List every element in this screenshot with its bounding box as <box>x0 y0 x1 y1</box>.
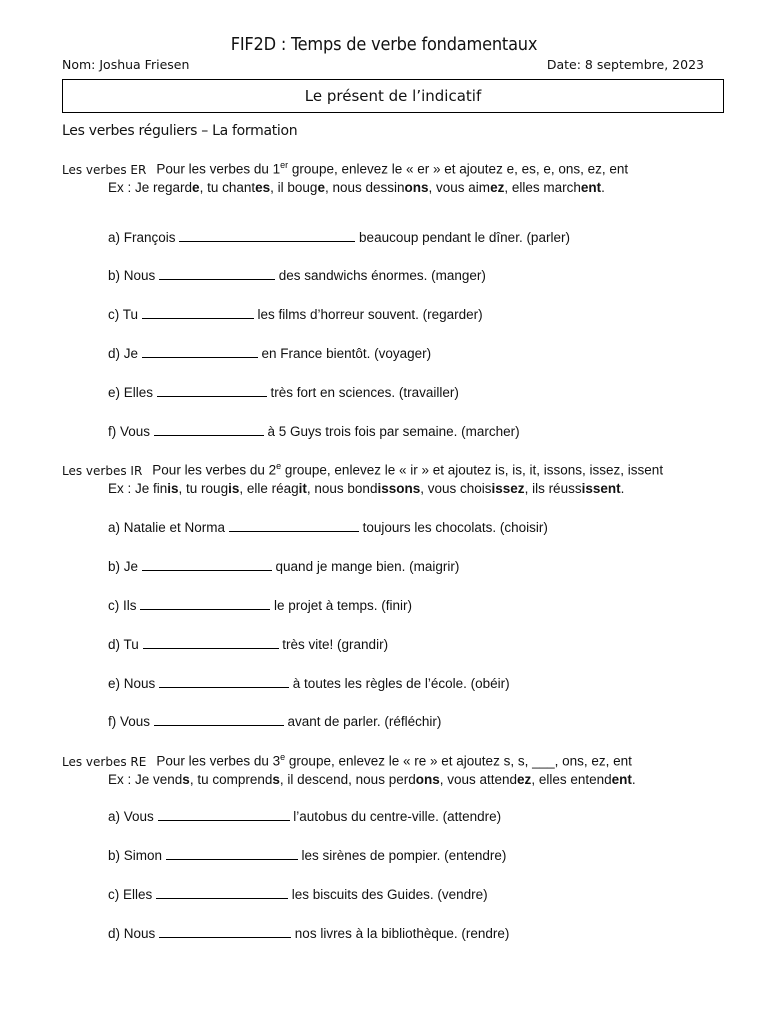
exercise-re-b: b) Simon les sirènes de pompier. (entendre) <box>108 848 507 863</box>
group-er-example <box>108 180 605 195</box>
exercise-er-c: c) Tu les films d’horreur souvent. (regarder) <box>108 307 483 322</box>
exercise-ir-e: e) Nous à toutes les règles de l’école. (obéir) <box>108 676 510 691</box>
example-text: , tu chant <box>199 180 256 195</box>
example-ending: issez <box>491 481 525 496</box>
group-ir-rule <box>62 461 663 478</box>
example-ending: ent <box>611 772 632 787</box>
answer-blank[interactable] <box>142 558 272 571</box>
answer-blank[interactable] <box>142 306 254 319</box>
group-re-tag: Les verbes RE <box>62 754 147 769</box>
example-text: , elles entend <box>531 772 612 787</box>
example-ending: e <box>192 180 200 195</box>
answer-blank[interactable] <box>159 675 289 688</box>
example-ending: ez <box>517 772 532 787</box>
exercise-er-b: b) Nous des sandwichs énormes. (manger) <box>108 268 486 283</box>
group-re-rule-text-2: groupe, enlevez le « re » et ajoutez s, s, ___, ons, ez, ent <box>285 753 632 769</box>
worksheet-title: FIF2D : Temps de verbe fondamentaux <box>230 34 538 55</box>
example-text: Ex : Je fin <box>108 481 168 496</box>
example-ending: e <box>317 180 325 195</box>
group-ir-rule-text: Pour les verbes du 2 <box>152 462 277 478</box>
answer-blank[interactable] <box>143 636 279 649</box>
example-text: , il boug <box>270 180 318 195</box>
group-er-tag: Les verbes ER <box>62 162 147 177</box>
lesson-title-box: Le présent de l’indicatif <box>62 79 724 113</box>
example-ending: s <box>182 772 190 787</box>
example-ending: issons <box>377 481 421 496</box>
example-text: , tu comprend <box>189 772 273 787</box>
group-ir-rule-text-2: groupe, enlevez le « ir » et ajoutez is, is, it, issons, issez, issent <box>281 462 664 478</box>
example-text: , nous bond <box>306 481 378 496</box>
answer-blank[interactable] <box>154 713 284 726</box>
group-er-rule-text: Pour les verbes du 1 <box>156 161 281 177</box>
student-name: Nom: Joshua Friesen <box>62 57 190 72</box>
answer-blank[interactable] <box>142 345 258 358</box>
exercise-er-d: d) Je en France bientôt. (voyager) <box>108 346 432 361</box>
answer-blank[interactable] <box>166 847 298 860</box>
group-er-rule-text-2: groupe, enlevez le « er » et ajoutez e, es, e, ons, ez, ent <box>288 161 629 177</box>
section-heading: Les verbes réguliers – La formation <box>62 123 298 139</box>
exercise-ir-f: f) Vous avant de parler. (réfléchir) <box>108 714 442 729</box>
group-re-rule-text: Pour les verbes du 3 <box>156 753 281 769</box>
exercise-ir-b: b) Je quand je mange bien. (maigrir) <box>108 559 460 574</box>
exercise-ir-a: a) Natalie et Norma toujours les chocolats. (choisir) <box>108 520 548 535</box>
group-re-rule <box>62 752 632 769</box>
example-ending: ons <box>415 772 440 787</box>
group-er-rule-sup: er <box>280 160 289 170</box>
group-re-example <box>108 772 636 787</box>
example-text: , nous dessin <box>324 180 405 195</box>
answer-blank[interactable] <box>159 267 275 280</box>
group-ir-example <box>108 481 624 496</box>
exercise-ir-d: d) Tu très vite! (grandir) <box>108 637 389 652</box>
group-ir-tag: Les verbes IR <box>62 463 143 478</box>
answer-blank[interactable] <box>179 229 355 242</box>
answer-blank[interactable] <box>159 925 291 938</box>
exercise-er-e: e) Elles très fort en sciences. (travailler) <box>108 385 459 400</box>
group-ir-rule-sup: e <box>276 461 282 471</box>
example-text: Ex : Je regard <box>108 180 193 195</box>
example-text: Ex : Je vend <box>108 772 183 787</box>
exercise-re-c: c) Elles les biscuits des Guides. (vendre) <box>108 887 488 902</box>
exercise-er-f: f) Vous à 5 Guys trois fois par semaine. (marcher) <box>108 424 520 439</box>
answer-blank[interactable] <box>140 597 270 610</box>
example-ending: it <box>298 481 307 496</box>
exercise-er-a: a) François beaucoup pendant le dîner. (parler) <box>108 230 570 245</box>
answer-blank[interactable] <box>157 384 267 397</box>
answer-blank[interactable] <box>154 423 264 436</box>
example-ending: es <box>255 180 271 195</box>
example-ending: ez <box>490 180 505 195</box>
example-text: , vous chois <box>420 481 492 496</box>
example-ending: issent <box>581 481 621 496</box>
example-text: . <box>631 772 636 787</box>
group-re-rule-sup: e <box>280 752 286 762</box>
answer-blank[interactable] <box>158 808 290 821</box>
example-ending: is <box>167 481 179 496</box>
example-ending: ons <box>404 180 429 195</box>
example-ending: is <box>228 481 240 496</box>
group-er-rule <box>62 160 628 177</box>
example-text: . <box>601 180 605 195</box>
exercise-re-a: a) Vous l’autobus du centre-ville. (attendre) <box>108 809 502 824</box>
example-text: , ils réuss <box>524 481 582 496</box>
example-text: , vous attend <box>439 772 518 787</box>
example-ending: ent <box>580 180 602 195</box>
example-ending: s <box>272 772 280 787</box>
example-text: , elle réag <box>239 481 299 496</box>
example-text: , elles march <box>504 180 581 195</box>
example-text: , vous aim <box>428 180 491 195</box>
exercise-ir-c: c) Ils le projet à temps. (finir) <box>108 598 413 613</box>
answer-blank[interactable] <box>229 519 359 532</box>
example-text: , tu roug <box>178 481 229 496</box>
worksheet-date: Date: 8 septembre, 2023 <box>546 57 704 72</box>
example-text: . <box>620 481 625 496</box>
exercise-re-d: d) Nous nos livres à la bibliothèque. (rendre) <box>108 926 510 941</box>
answer-blank[interactable] <box>156 886 288 899</box>
example-text: , il descend, nous perd <box>279 772 416 787</box>
